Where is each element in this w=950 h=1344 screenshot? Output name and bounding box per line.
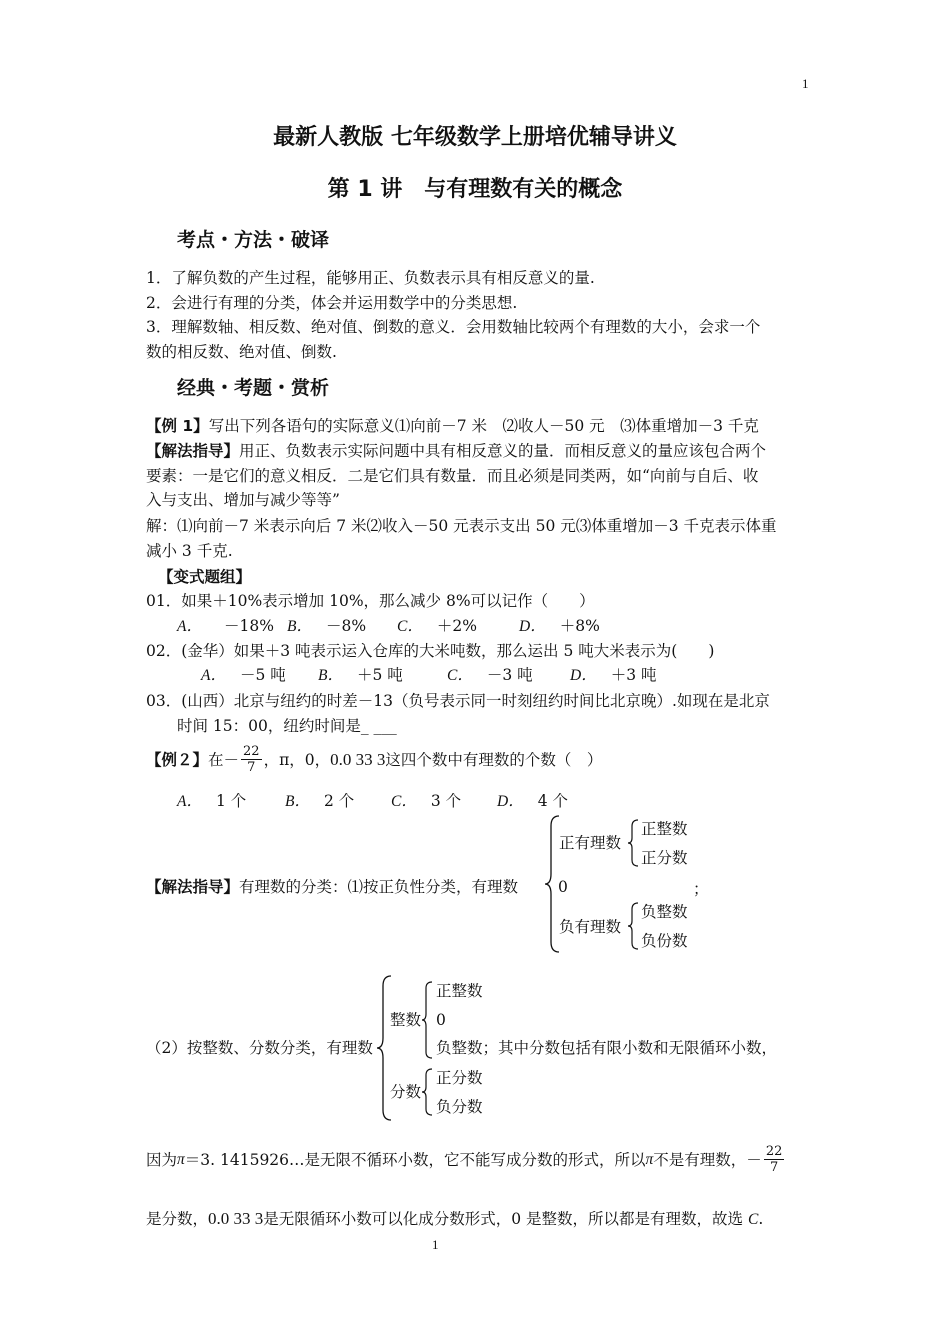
solution-1-line-1: 解：⑴向前－7 米表示向后 7 米⑵收入－50 元表示支出 50 元⑶体重增加－3 千克表示体重	[146, 517, 777, 535]
negative-fraction-2: 负分数	[436, 1098, 483, 1116]
lecture-title: 第 1 讲 与有理数有关的概念	[327, 177, 623, 202]
negative-integer: 负整数	[641, 903, 688, 921]
example-1	[146, 415, 759, 437]
document-title: 最新人教版 七年级数学上册培优辅导讲义	[273, 125, 677, 150]
variants-label: 【变式题组】	[158, 568, 252, 586]
zero-2: 0	[436, 1011, 446, 1029]
positive-fraction-2: 正分数	[436, 1069, 483, 1087]
example-2-label: 【例２】	[146, 750, 209, 769]
semicolon: ；	[693, 880, 709, 898]
fractions: 分数	[390, 1083, 422, 1101]
fraction-22-7: $\frac{22}{7}$	[243, 744, 260, 775]
question-01-option-c: C． ＋2%	[397, 617, 477, 635]
negative-rational: 负有理数	[559, 918, 622, 936]
question-02-option-d: D． ＋3 吨	[570, 666, 657, 684]
positive-integer-2: 正整数	[436, 982, 483, 1000]
question-01-option-a: A． －18%	[177, 617, 274, 635]
solution-1-line-2: 减小 3 千克.	[146, 542, 233, 560]
classification-2-brace-integer	[420, 980, 434, 1060]
fraction-note: ；其中分数包括有限小数和无限循环小数，	[482, 1039, 778, 1057]
repeating-decimal-conclusion: 0.0 33 3	[208, 1209, 264, 1228]
guide-1-line-2: 要素：一是它们的意义相反．二是它们具有数量．而且必须是同类两，如“向前与自后、收	[146, 467, 759, 485]
guide-1-text-1: 用正、负数表示实际问题中具有相反意义的量．而相反意义的量应该包合两个	[239, 442, 767, 460]
section-heading-examples: 经典・考题・赏析	[177, 377, 330, 399]
classification-1-brace-positive	[626, 818, 640, 868]
example-2-option-d: D． 4 个	[497, 792, 568, 810]
classification-1-text: 【解法指导】有理数的分类：⑴按正负性分类，有理数	[146, 878, 519, 896]
question-03-line-2: 时间 15：00，纽约时间是_ ___	[177, 717, 397, 735]
question-01-stem: 01．如果＋10%表示增加 10%，那么减少 8%可以记作（ ）	[146, 592, 595, 610]
point-3: 3．理解数轴、相反数、绝对值、倒数的意义．会用数轴比较两个有理数的大小，会求一个	[146, 318, 761, 336]
example-2-option-a: A． 1 个	[177, 792, 247, 810]
classification-2-text: （2）按整数、分数分类，有理数	[146, 1039, 373, 1057]
integers: 整数	[390, 1011, 422, 1029]
example-2-option-b: B． 2 个	[285, 792, 355, 810]
question-02-option-a: A． －5 吨	[201, 666, 286, 684]
question-03-line-1: 03．(山西）北京与纽约的时差－13（负号表示同一时刻纽约时间比北京晚）.如现在是北京	[146, 692, 770, 710]
example-1-label: 【例 1】	[146, 417, 209, 435]
question-01-option-d: D． ＋8%	[519, 617, 600, 635]
conclusion-line-2: 是分数，0.0 33 3是无限循环小数可以化成分数形式，0 是整数，所以都是有理数，故选 C.	[146, 1209, 764, 1228]
guide-1-label: 【解法指导】	[146, 442, 240, 460]
classification-1-brace-negative	[626, 901, 640, 951]
repeating-decimal: 0.0 33 3	[330, 749, 386, 769]
example-2: 【例２】 在－ $\frac{22}{7}$ ，π，0， 0.0 33 3 这四个数中有理数的个数（ ）	[146, 744, 603, 775]
fraction-22-7-conclusion: $\frac{22}{7}$	[765, 1144, 783, 1175]
question-02-option-b: B． ＋5 吨	[318, 666, 403, 684]
point-3-cont: 数的相反数、绝对值、倒数.	[146, 343, 337, 361]
point-1: 1．了解负数的产生过程，能够用正、负数表示具有相反意义的量.	[146, 269, 595, 287]
example-2-option-c: C． 3 个	[391, 792, 462, 810]
question-02-option-c: C． －3 吨	[447, 666, 533, 684]
pi-symbol: π	[177, 1150, 185, 1168]
zero: 0	[558, 878, 568, 896]
example-1-text: 写出下列各语句的实际意义⑴向前－7 米 ⑵收人－50 元 ⑶体重增加－3 千克	[208, 417, 759, 435]
conclusion-line-1: 因为 π ＝3. 1415926…是无限不循环小数，它不能写成分数的形式，所以 π 不是有理数，－ $\frac{22}{7}$	[146, 1144, 783, 1175]
point-2: 2．会进行有理的分类，体会并运用数学中的分类思想.	[146, 294, 518, 312]
positive-fraction: 正分数	[641, 849, 688, 867]
positive-rational: 正有理数	[559, 834, 622, 852]
section-heading-key-points: 考点・方法・破译	[177, 229, 330, 251]
question-01-option-b: B． －8%	[287, 617, 367, 635]
guide-1-line-3: 入与支出、增加与减少等等”	[146, 491, 340, 509]
question-02-stem: 02．(金华）如果＋3 吨表示运入仓库的大米吨数，那么运出 5 吨大米表示为( )	[146, 642, 715, 660]
classification-2-brace-fraction	[420, 1067, 434, 1117]
page-number-top: 1	[802, 76, 809, 91]
guide-1-line-1	[146, 440, 766, 462]
negative-fraction: 负份数	[641, 932, 688, 950]
page-number-bottom: 1	[432, 1237, 439, 1252]
answer: C	[747, 1211, 759, 1228]
positive-integer: 正整数	[641, 820, 688, 838]
negative-integer-2: 负整数；其中分数包括有限小数和无限循环小数，	[436, 1039, 778, 1057]
